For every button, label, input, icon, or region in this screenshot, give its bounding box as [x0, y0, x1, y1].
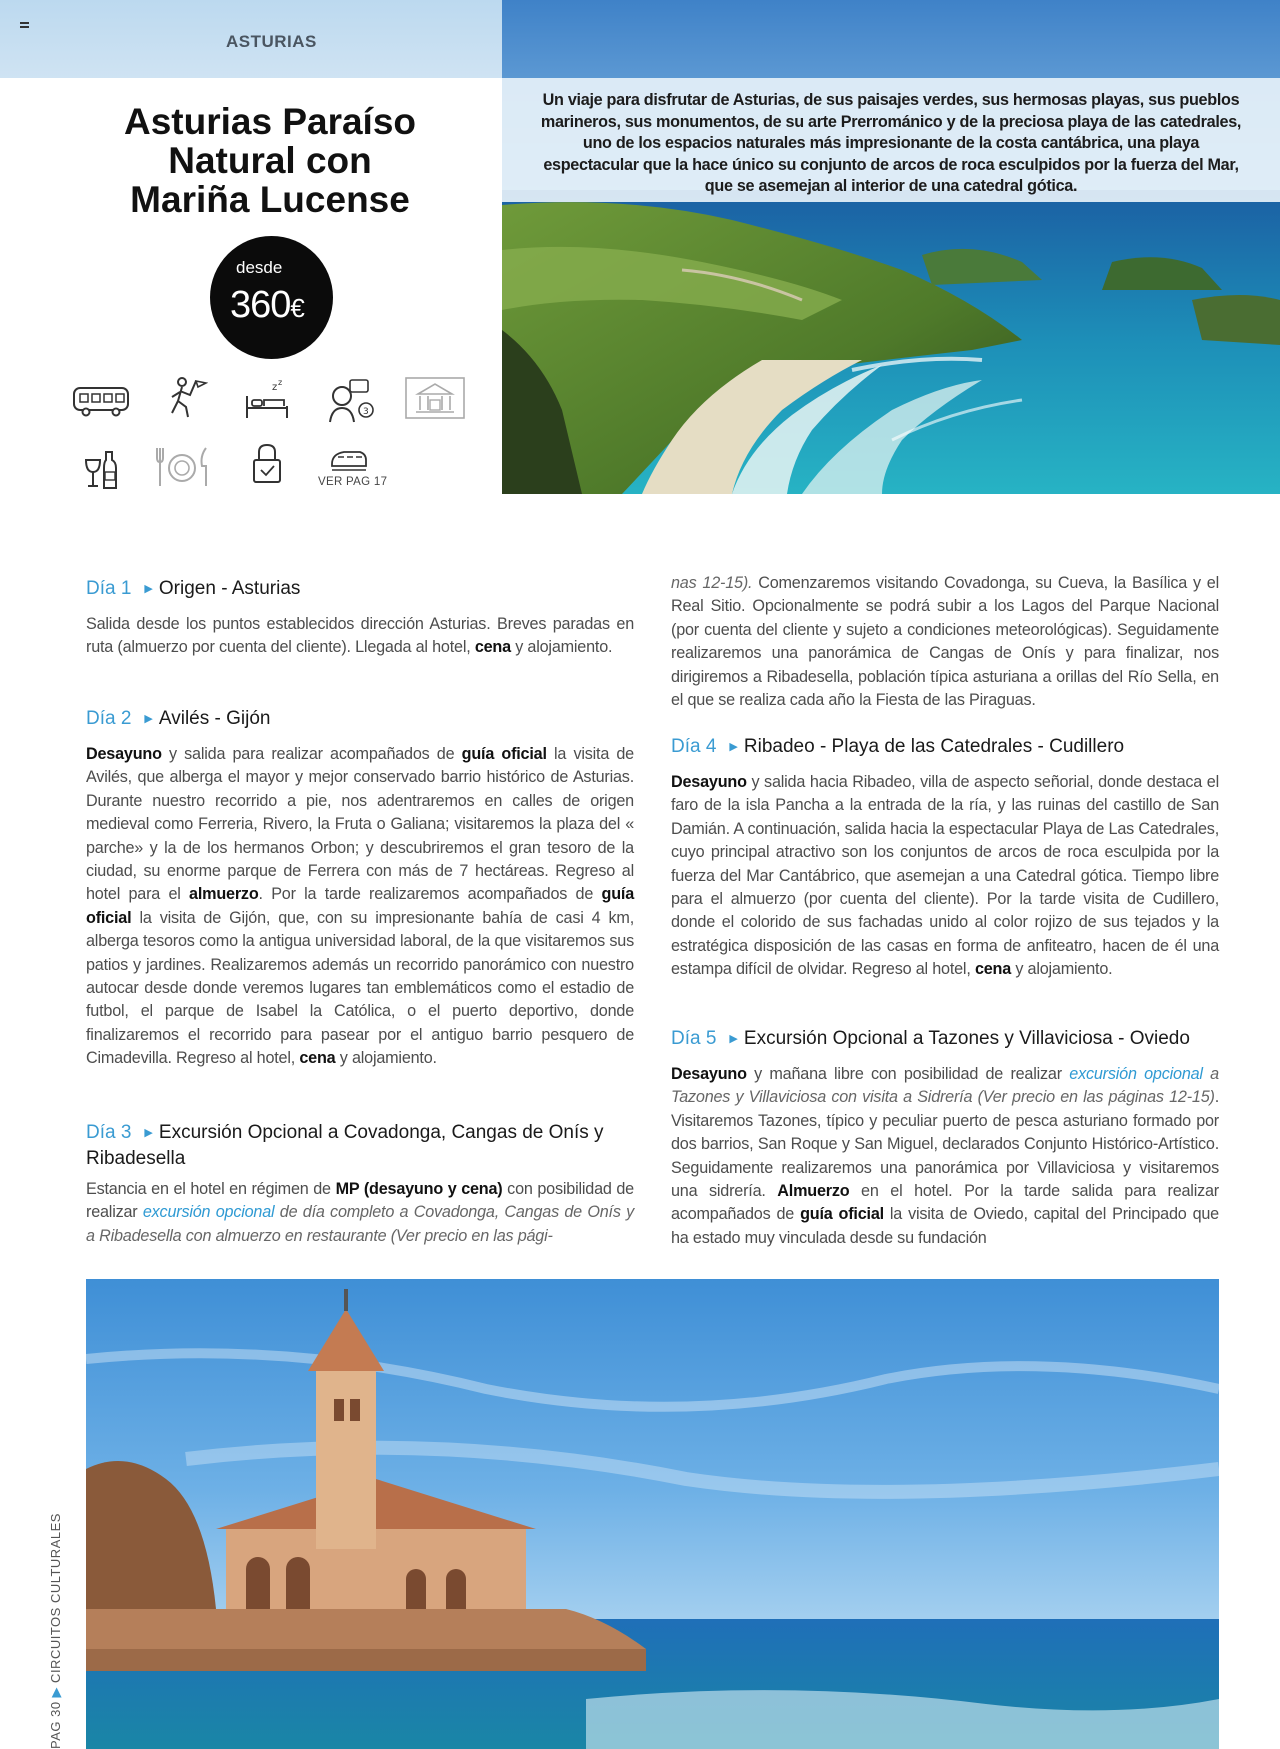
- monument-ticket-icon: [404, 374, 466, 422]
- day-title: Origen - Asturias: [158, 578, 301, 599]
- day-number: Día 3: [86, 1122, 132, 1143]
- train-icon: [330, 446, 368, 472]
- day-title: Ribadeo - Playa de las Catedrales - Cudillero: [743, 736, 1125, 757]
- day-description: [86, 1178, 634, 1248]
- page-number: PAG 30: [48, 1701, 63, 1749]
- bold-text: cena: [474, 638, 511, 657]
- guide-audio-icon: [326, 378, 376, 424]
- hotel-bed-icon: [244, 378, 290, 420]
- insurance-lock-icon: [252, 442, 282, 484]
- body-text: Comenzaremos visitando Covadonga, su Cueva, la Basílica y el Real Sitio. Opcionalmente se podrá subir a los Lagos del Parque Nacional (por cuenta del cliente y sujeto a condiciones meteorológicas). Seguidamente realizaremos una panorámica de Cangas de Onís y para finalizar, nos dirigiremos a Ribadesella, población típica asturiana a orillas del Río Sella, en el que se realiza cada año la Fiesta de las Piraguas.: [671, 574, 1219, 710]
- day-number: Día 4: [671, 736, 717, 757]
- bold-text: guía oficial: [86, 885, 634, 927]
- body-text: la visita de Avilés, que alberga el mayor y mejor conservado barrio histórico de Asturias. Durante nuestro recorrido a pie, nos adentraremos en calles de origen medieval como Ferreria, Rivero, la Fruta o Galiana; visitaremos la plaza del « parche» y la de los hermanos Orbon; y descubriremos el gran tesoro de la ciudad, su enorme parque de Ferrera con más de 7 hectáreas. Regreso al hotel para el: [86, 745, 634, 904]
- day-arrow-icon: ▶: [729, 1033, 738, 1045]
- footer-separator-icon: ▶: [48, 1686, 63, 1698]
- day-arrow-icon: ▶: [729, 741, 738, 753]
- bold-text: Desayuno: [86, 745, 162, 763]
- body-text: y mañana libre con posibilidad de realizar: [746, 1065, 1070, 1083]
- body-text: y salida para realizar acompañados de: [161, 745, 462, 763]
- day-heading: [86, 577, 634, 603]
- body-text: . Por la tarde realizaremos acompañados de: [258, 885, 602, 904]
- price-amount: 360€: [230, 284, 304, 326]
- optional-excursion-link[interactable]: excursión opcional: [142, 1203, 275, 1222]
- day-description: [86, 743, 634, 1071]
- body-text: con posibilidad de realizar: [86, 1180, 634, 1222]
- day-description: [671, 771, 1219, 982]
- church-seaside-illustration: [86, 1279, 1219, 1749]
- day-number: Día 2: [86, 708, 132, 729]
- body-text: y alojamiento.: [510, 638, 613, 657]
- hero-coast-photo: [502, 0, 1280, 494]
- restaurant-icon: [154, 444, 214, 490]
- svg-text:3: 3: [363, 407, 369, 417]
- bold-text: guía oficial: [461, 745, 547, 763]
- wine-icon: [82, 448, 118, 490]
- day-description: [671, 1063, 1219, 1250]
- body-text: en el hotel. Por la tarde salida para realizar acompañados de: [671, 1182, 1219, 1224]
- bold-text: Desayuno: [671, 773, 747, 791]
- bold-text: cena: [299, 1049, 336, 1068]
- price-badge: [210, 236, 333, 359]
- day-description-continued: [671, 572, 1219, 712]
- body-text: Estancia en el hotel en régimen de: [86, 1180, 336, 1198]
- day-arrow-icon: ▶: [144, 583, 153, 595]
- day-heading: [86, 1121, 634, 1170]
- intro-text: Un viaje para disfrutar de Asturias, de sus paisajes verdes, sus hermosas playas, sus pueblos marineros, sus monumentos, de su arte Prerrománico y de la preciosa playa de las catedrales, uno de los espacios naturales más impresionante de la costa cantábrica, una playa espectacular que la hace único su conjunto de arcos de roca esculpidos por la fuerza del Mar, que se asemejan al interior de una catedral gótica.: [502, 78, 1280, 202]
- body-text: la visita de Oviedo, capital del Principado que ha estado muy vinculada desde su fundación: [671, 1205, 1219, 1247]
- church-seaside-photo: [86, 1279, 1219, 1749]
- day-title: Excursión Opcional a Tazones y Villaviciosa - Oviedo: [743, 1028, 1190, 1049]
- footer-section: CIRCUITOS CULTURALES: [48, 1513, 63, 1683]
- day-description: [86, 613, 634, 660]
- bold-text: Almuerzo: [777, 1182, 850, 1201]
- bold-text: Desayuno: [671, 1065, 747, 1083]
- optional-excursion-link[interactable]: excursión opcional: [1069, 1065, 1203, 1083]
- day-heading: [671, 735, 1219, 761]
- day-number: Día 1: [86, 578, 132, 599]
- italic-text: a Tazones y Villaviciosa con visita a Sidrería (Ver precio en las páginas 12-15): [671, 1065, 1219, 1107]
- ver-pag-link[interactable]: VER PAG 17: [318, 476, 388, 488]
- day-heading: [86, 707, 634, 733]
- tour-title: [60, 102, 480, 219]
- body-text: y alojamiento.: [335, 1049, 437, 1068]
- body-text: y salida hacia Ribadeo, villa de aspecto señorial, donde destaca el faro de la isla Pancha a la entrada de la ría, y las ruinas del castillo de San Damián. A continuación, salida hacia la espectacular Playa de Las Catedrales, cuyo principal atractivo son los conjuntos de arcos de roca esculpida por la fuerza del Mar Cantábrico, que asemejan a una Catedral gótica. Tiempo libre para el almuerzo (por cuenta del cliente). Por la tarde visita de Cudillero, donde el colorido de sus fachadas unido al color rojizo de sus tejados y la estratégica disposición de las casas en forma de anfiteatro, hacen de él una estampa difícil de olvidar. Regreso al hotel,: [671, 773, 1219, 979]
- italic-text: de día completo a Covadonga, Cangas de Onís y a Ribadesella con almuerzo en restaurante (Ver precio en las pági-: [86, 1203, 634, 1245]
- section-label: ASTURIAS: [226, 32, 317, 51]
- tour-title-line: Natural con: [168, 140, 372, 181]
- body-text: Salida desde los puntos establecidos dirección Asturias. Breves paradas en ruta (almuerzo por cuenta del cliente). Llegada al hotel,: [86, 615, 634, 657]
- body-text: . Visitaremos Tazones, típico y peculiar puerto de pesca asturiano formado por dos barrios, San Roque y San Miguel, declarados Conjunto Histórico-Artístico. Seguidamente realizaremos una panorámica por Villaviciosa y visitaremos una sidrería.: [671, 1088, 1219, 1201]
- tour-title-line: Mariña Lucense: [130, 179, 410, 220]
- menu-mark-icon: [20, 22, 29, 28]
- day-arrow-icon: ▶: [144, 713, 153, 725]
- tour-title-line: Asturias Paraíso: [123, 101, 417, 142]
- day-title: Excursión Opcional a Covadonga, Cangas de Onís y Ribadesella: [86, 1122, 604, 1169]
- italic-text: nas 12-15).: [671, 574, 753, 592]
- day-heading: [671, 1027, 1219, 1053]
- day-number: Día 5: [671, 1028, 717, 1049]
- body-text: la visita de Gijón, que, con su impresionante bahía de casi 4 km, alberga tesoros como la antigua universidad laboral, de la que visitaremos sus patios y jardines. Realizaremos además un recorrido panorámico con nuestro autocar desde donde veremos lugares tan emblemáticos como el estadio de futbol, el parque de Isabel la Católica, o el puerto deportivo, donde finalizaremos el recorrido para pasear por el antiguo barrio pesquero de Cimadevilla. Regreso al hotel,: [86, 908, 634, 1068]
- section-header: [0, 0, 502, 78]
- page-footer-caption: [48, 1513, 64, 1749]
- bold-text: MP (desayuno y cena): [335, 1180, 503, 1198]
- coast-landscape-illustration: [502, 0, 1280, 494]
- body-text: y alojamiento.: [1011, 960, 1113, 979]
- day-arrow-icon: ▶: [144, 1127, 153, 1139]
- bold-text: cena: [974, 960, 1012, 979]
- svg-text:z: z: [272, 382, 278, 393]
- bold-text: guía oficial: [800, 1205, 884, 1224]
- price-from-label: desde: [236, 258, 283, 277]
- day-title: Avilés - Gijón: [158, 708, 271, 729]
- svg-text:z: z: [278, 378, 283, 387]
- bus-icon: [72, 384, 130, 418]
- guide-icon: [162, 375, 208, 421]
- bold-text: almuerzo: [189, 885, 259, 904]
